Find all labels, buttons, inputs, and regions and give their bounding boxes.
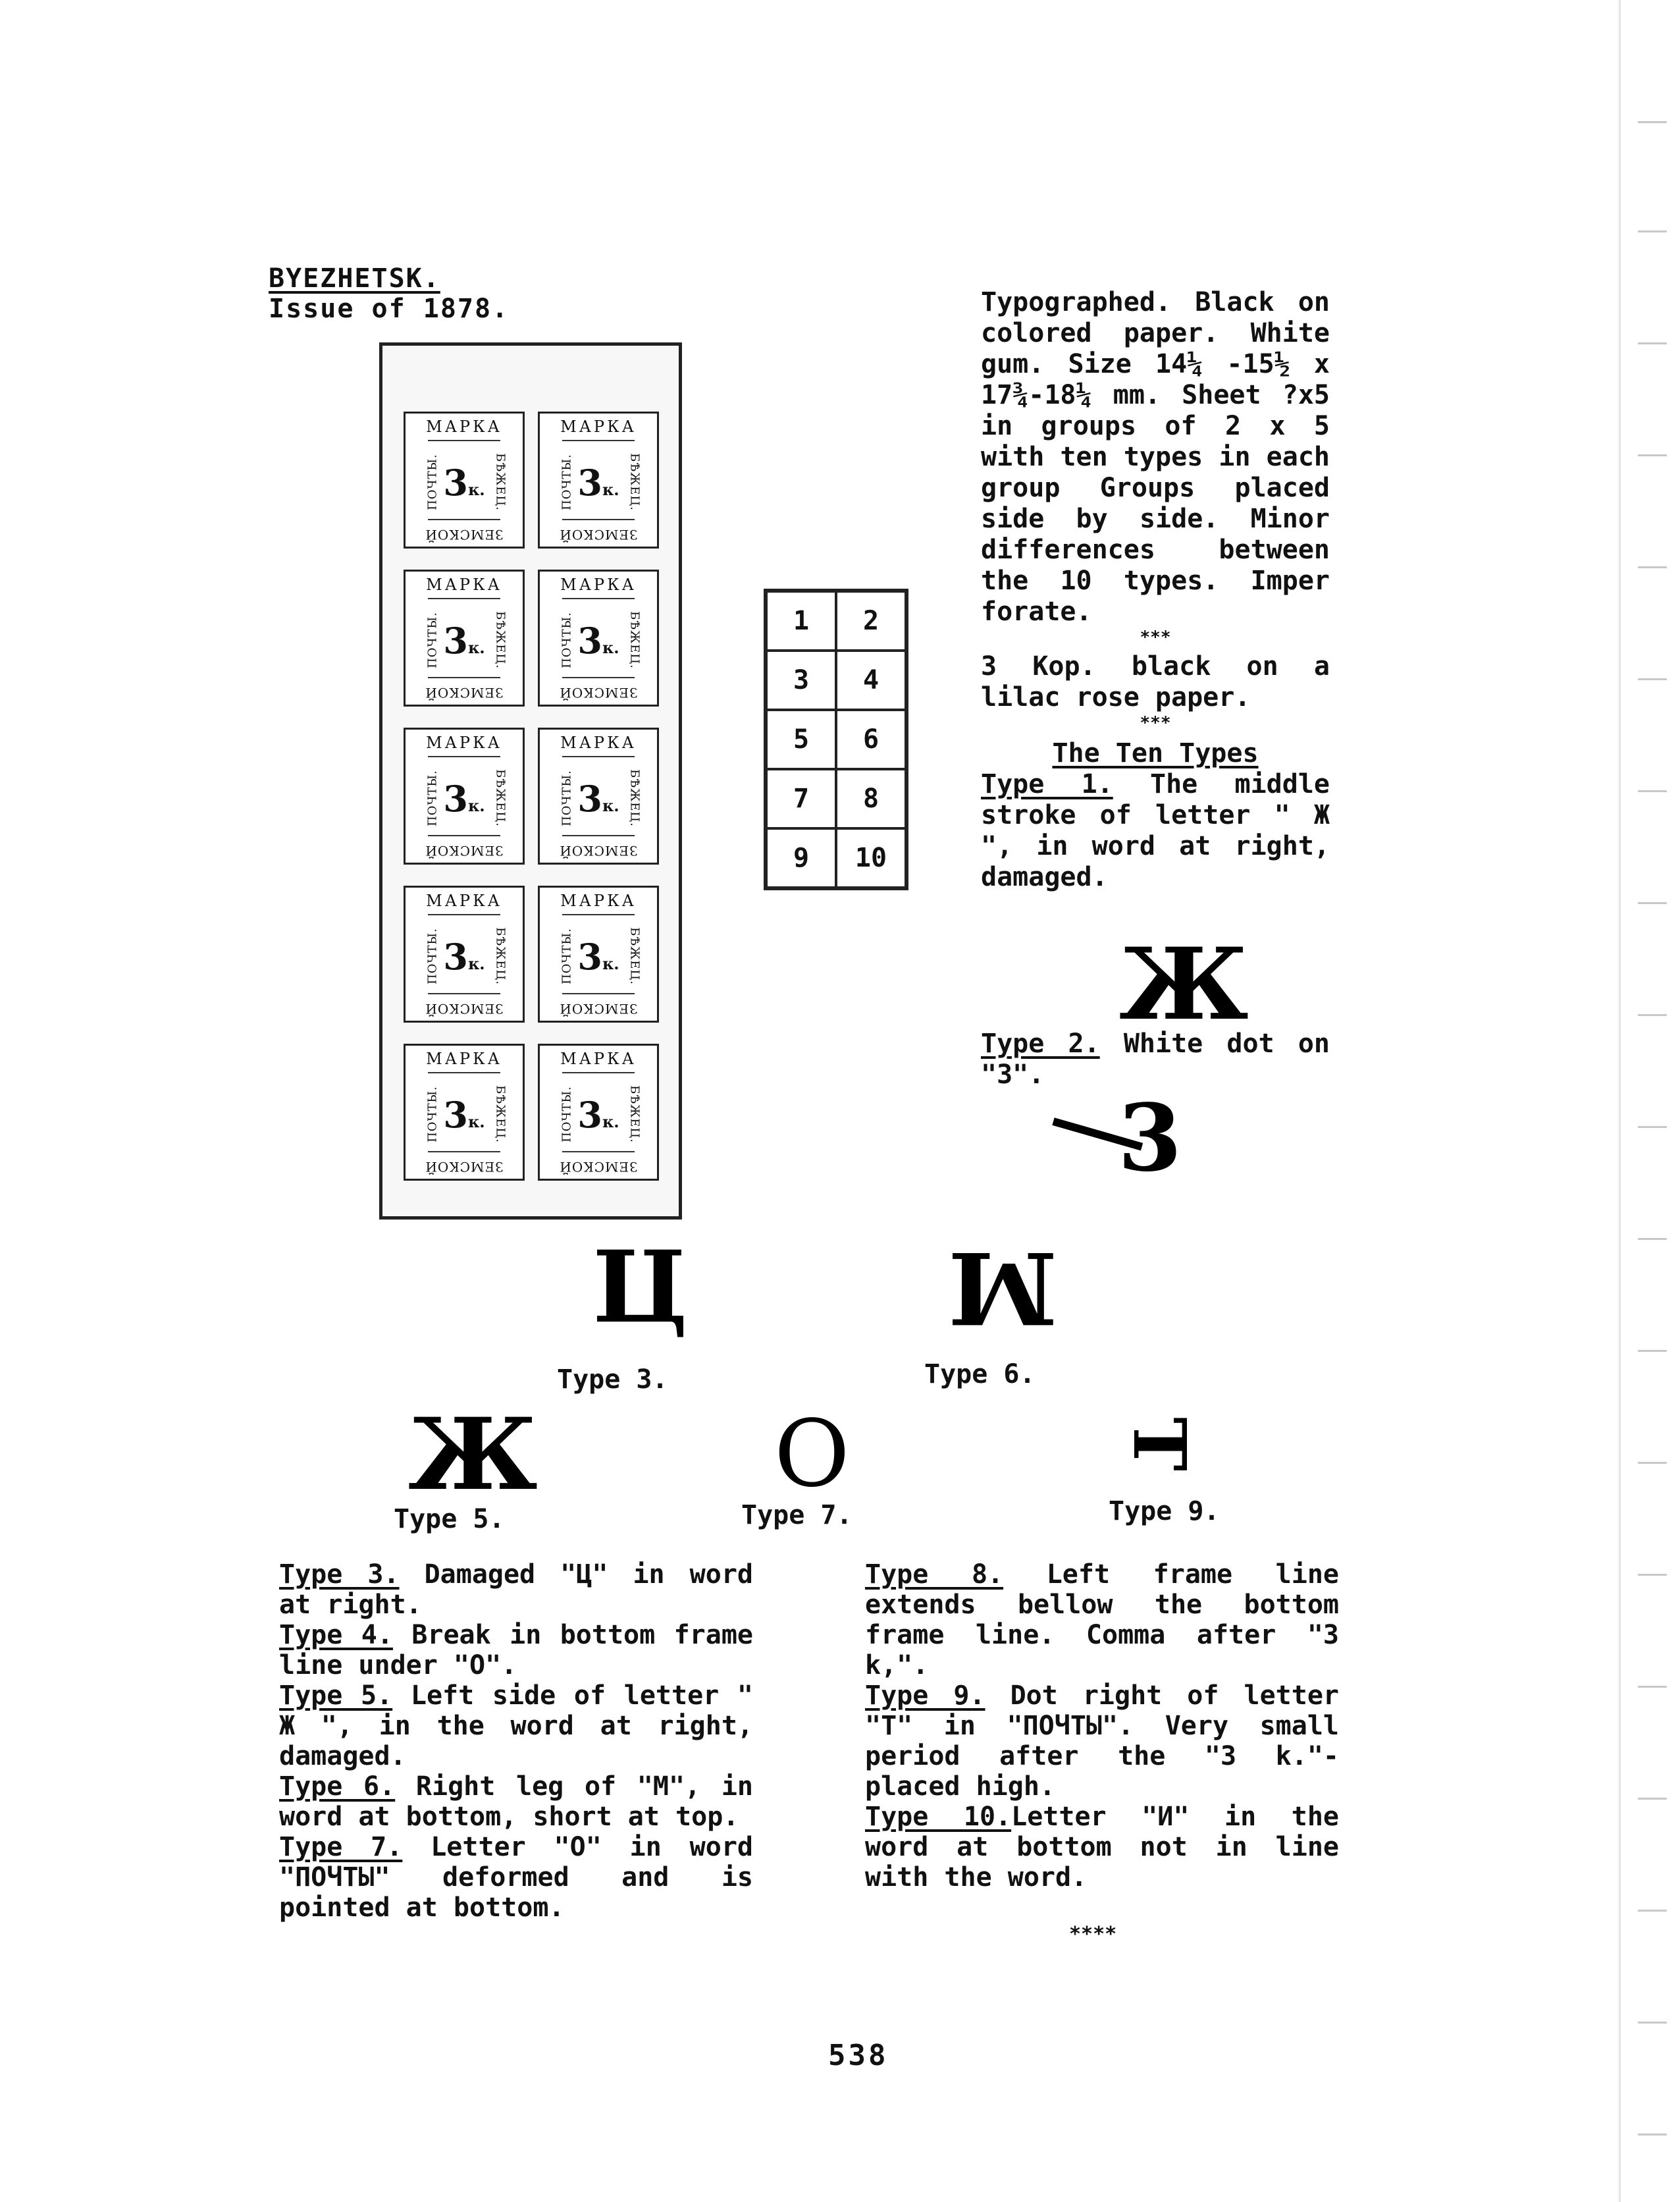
stamp-value: 3к. [577, 778, 619, 820]
grid-cell: 6 [836, 710, 906, 769]
stamp-right-text: БѢЖЕЦ. [493, 453, 508, 511]
stamp-right-text: БѢЖЕЦ. [627, 611, 642, 669]
type-entry [865, 1680, 1339, 1802]
binder-hole [1638, 1910, 1667, 1912]
binder-hole [1638, 566, 1667, 568]
stamp-bottom-text: ЗЕМСКОЙ [559, 685, 638, 701]
stamp [538, 1044, 659, 1181]
stamp [538, 886, 659, 1023]
type6-caption: Type 6. [924, 1359, 1036, 1389]
stamp-right-text: БѢЖЕЦ. [493, 1085, 508, 1143]
stamp-top-text: МАРКА [426, 1050, 502, 1068]
grid-cell: 1 [766, 591, 836, 651]
binder-hole [1638, 902, 1667, 904]
binder-hole [1638, 2022, 1667, 2024]
type-description: Letter "И" in the word at bottom not in line with the word. [865, 1802, 1339, 1893]
right-type-list [865, 1559, 1339, 1893]
stamp-top-text: МАРКА [426, 417, 502, 436]
stamp-value: 3к. [577, 620, 619, 662]
grid-cell: 3 [766, 651, 836, 710]
type5-glyph: Ж [408, 1397, 538, 1513]
section-heading: The Ten Types [1052, 738, 1259, 768]
binder-hole [1638, 2134, 1667, 2135]
stamp-right-text: БѢЖЕЦ. [627, 453, 642, 511]
stamp-value: 3к. [577, 462, 619, 504]
stamp-left-text: ПОЧТЫ. [425, 928, 440, 984]
binder-hole [1638, 1014, 1667, 1016]
stamp-value: 3к. [443, 936, 485, 979]
stamp [404, 886, 525, 1023]
binder-hole [1638, 1574, 1667, 1576]
stamp-right-text: БѢЖЕЦ. [493, 611, 508, 669]
stamp-value: 3к. [443, 462, 485, 504]
binder-hole [1638, 1238, 1667, 1240]
stamp-value: 3к. [443, 778, 485, 820]
stamp-right-text: БѢЖЕЦ. [493, 927, 508, 985]
stamp-top-text: МАРКА [426, 576, 502, 594]
type-label: Type 4. [279, 1620, 393, 1650]
stamp [404, 412, 525, 549]
stamp-left-text: ПОЧТЫ. [425, 612, 440, 668]
type-entry [279, 1771, 753, 1832]
grid-cell: 9 [766, 828, 836, 888]
type-label: Type 2. [981, 1029, 1100, 1059]
stamp-right-text: БѢЖЕЦ. [627, 769, 642, 827]
stamp-right-text: БѢЖЕЦ. [493, 769, 508, 827]
page-number: 538 [828, 2039, 889, 2072]
type3-glyph: Ц [592, 1229, 688, 1345]
type9-caption: Type 9. [1109, 1496, 1220, 1526]
stamp-left-text: ПОЧТЫ. [425, 770, 440, 826]
binder-hole [1638, 121, 1667, 123]
binder-hole [1638, 1126, 1667, 1128]
binder-hole [1638, 790, 1667, 792]
stamp-value: 3к. [443, 1094, 485, 1137]
description-paragraph: 3 Kop. black on a lilac rose paper. [981, 651, 1330, 712]
type3-caption: Type 3. [557, 1364, 668, 1395]
stamp-value: 3к. [443, 620, 485, 662]
stamp-left-text: ПОЧТЫ. [425, 454, 440, 510]
stamp-bottom-text: ЗЕМСКОЙ [559, 1159, 638, 1175]
type6-glyph: M [948, 1229, 1058, 1345]
type-label: Type 7. [279, 1832, 403, 1862]
stamp-top-text: МАРКА [560, 1050, 637, 1068]
stamp [538, 728, 659, 865]
type-label: Type 1. [981, 769, 1113, 799]
stamp-left-text: ПОЧТЫ. [560, 454, 574, 510]
binder-hole [1638, 454, 1667, 456]
issue-subtitle: Issue of 1878. [269, 294, 510, 324]
page-title: BYEZHETSK. [269, 263, 440, 294]
stamp-bottom-text: ЗЕМСКОЙ [559, 527, 638, 543]
stamp-left-text: ПОЧТЫ. [560, 770, 574, 826]
stamp-top-text: МАРКА [560, 417, 637, 436]
stamp-value: 3к. [577, 1094, 619, 1137]
type-description: The middle stroke of letter " Ж ", in word at right, damaged. [981, 769, 1330, 892]
binder-hole [1638, 1462, 1667, 1464]
type-description: Left frame line extends bellow the bottom frame line. Comma after "3 k,". [865, 1559, 1340, 1680]
stamp [538, 570, 659, 707]
type-entry [865, 1559, 1339, 1680]
type-description: Letter "O" in word "ПОЧТЫ" deformed and is pointed at bottom. [279, 1832, 754, 1923]
stamp [404, 728, 525, 865]
type7-caption: Type 7. [741, 1500, 853, 1530]
type5-caption: Type 5. [394, 1504, 505, 1534]
type-entry [279, 1620, 753, 1680]
stamp-grid [404, 412, 662, 1190]
type-entry [279, 1832, 753, 1923]
stamp-top-text: МАРКА [560, 576, 637, 594]
stamp-left-text: ПОЧТЫ. [560, 928, 574, 984]
stamp-left-text: ПОЧТЫ. [560, 1086, 574, 1142]
type2-block [981, 1029, 1330, 1090]
binder-hole [1638, 342, 1667, 344]
left-type-list [279, 1559, 753, 1923]
binder-hole [1638, 1686, 1667, 1688]
stamp-left-text: ПОЧТЫ. [560, 612, 574, 668]
stamp-top-text: МАРКА [560, 734, 637, 752]
stamp-right-text: БѢЖЕЦ. [627, 1085, 642, 1143]
stamp-top-text: МАРКА [560, 892, 637, 910]
grid-cell: 10 [836, 828, 906, 888]
stamp-top-text: МАРКА [426, 734, 502, 752]
position-grid [764, 589, 908, 890]
stamp [404, 570, 525, 707]
stamp-left-text: ПОЧТЫ. [425, 1086, 440, 1142]
grid-cell: 2 [836, 591, 906, 651]
stamp [538, 412, 659, 549]
binder-hole [1638, 1798, 1667, 1800]
stamp [404, 1044, 525, 1181]
type-label: Type 9. [865, 1680, 985, 1711]
end-stars: **** [1069, 1923, 1117, 1946]
stamp-value: 3к. [577, 936, 619, 979]
type-entry [279, 1680, 753, 1771]
binder-hole [1638, 678, 1667, 680]
grid-cell: 5 [766, 710, 836, 769]
type-label: Type 5. [279, 1680, 393, 1711]
stamp-bottom-text: ЗЕМСКОЙ [559, 843, 638, 859]
type-label: Type 3. [279, 1559, 400, 1590]
stamp-bottom-text: ЗЕМСКОЙ [425, 527, 504, 543]
binder-strip [1619, 0, 1680, 2202]
grid-cell: 8 [836, 769, 906, 828]
type-description: Damaged "Ц" in word at right. [279, 1559, 753, 1620]
separator-stars: *** [1140, 628, 1171, 647]
type-entry [865, 1802, 1339, 1893]
description-block [981, 287, 1330, 893]
type1-glyph: Ж [1119, 926, 1249, 1042]
type-description: Dot right of letter "T" in "ПОЧТЫ". Very small period after the "3 k."-placed high. [865, 1680, 1339, 1802]
type-description: Right leg of "M", in word at bottom, short at top. [279, 1771, 753, 1832]
type-label: Type 8. [865, 1559, 1004, 1590]
type-label: Type 6. [279, 1771, 396, 1802]
separator-stars: *** [1140, 713, 1171, 733]
type-description: Left side of letter " Ж ", in the word at right, damaged. [279, 1680, 753, 1771]
grid-cell: 4 [836, 651, 906, 710]
type7-glyph: O [774, 1401, 850, 1508]
type-description: Break in bottom frame line under "O". [279, 1620, 753, 1680]
stamp-bottom-text: ЗЕМСКОЙ [425, 1159, 504, 1175]
description-paragraph: Typographed. Black on colored paper. White gum. Size 14¼ -15½ x 17¾-18¼ mm. Sheet ?x5 in groups of 2 x 5 with ten types in each group Groups placed side by side. Minor differences between the 10 types. Imper forate. [981, 287, 1330, 627]
type9-glyph: Т [1116, 1417, 1202, 1471]
type-entry [279, 1559, 753, 1620]
type-description: White dot on "3". [981, 1029, 1330, 1090]
stamp-bottom-text: ЗЕМСКОЙ [425, 685, 504, 701]
stamp-bottom-text: ЗЕМСКОЙ [425, 843, 504, 859]
stamp-bottom-text: ЗЕМСКОЙ [559, 1001, 638, 1017]
stamp-right-text: БѢЖЕЦ. [627, 927, 642, 985]
binder-hole [1638, 230, 1667, 232]
type-label: Type 10. [865, 1802, 1012, 1832]
type2-glyph-figure [1053, 1085, 1185, 1193]
binder-hole [1638, 1350, 1667, 1352]
stamp-top-text: МАРКА [426, 892, 502, 910]
stamp-bottom-text: ЗЕМСКОЙ [425, 1001, 504, 1017]
type2-glyph: 3 [1118, 1085, 1182, 1193]
stamp-sheet-image [379, 342, 682, 1220]
grid-cell: 7 [766, 769, 836, 828]
